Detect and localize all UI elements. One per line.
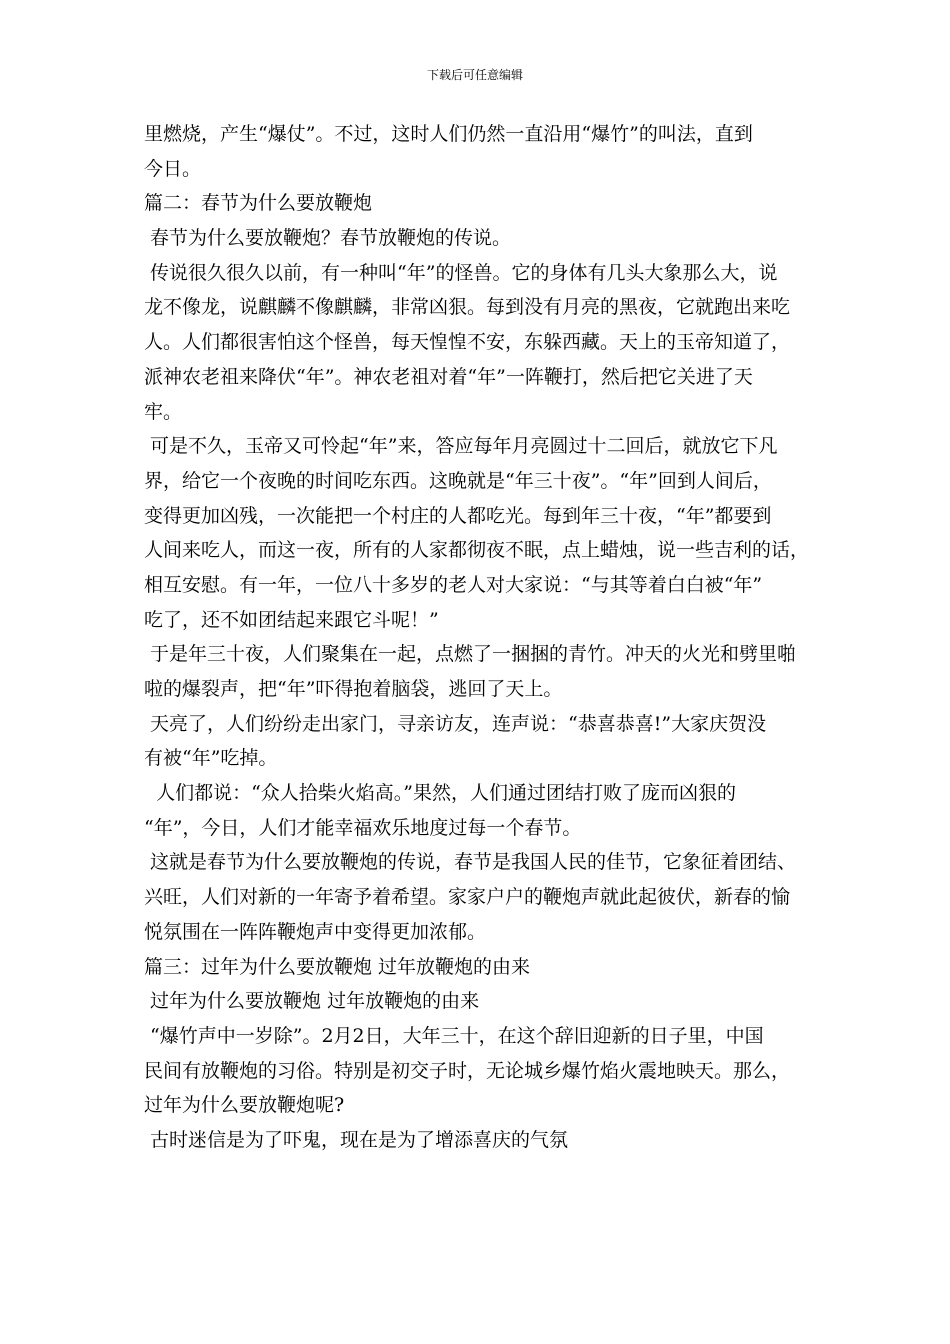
text-line: 天亮了，人们纷纷走出家门，寻亲访友，连声说：“恭喜恭喜!”大家庆贺没 — [144, 712, 767, 735]
text-line: 相互安慰。有一年，一位八十多岁的老人对大家说：“与其等着白白被“年” — [144, 573, 763, 596]
text-line: 人间来吃人，而这一夜，所有的人家都彻夜不眠，点上蜡烛，说一些吉利的话， — [144, 539, 810, 562]
document-body — [144, 117, 816, 1158]
text-line: 今日。 — [144, 157, 202, 180]
text-line: 篇三：过年为什么要放鞭炮 过年放鞭炮的由来 — [144, 955, 531, 978]
text-line: 里燃烧，产生“爆仗”。不过，这时人们仍然一直沿用“爆竹”的叫法，直到 — [144, 123, 753, 145]
text-line: 人。人们都很害怕这个怪兽，每天惶惶不安，东躲西藏。天上的玉帝知道了， — [144, 331, 791, 354]
text-line: 人们都说：“众人拾柴火焰高。”果然，人们通过团结打败了庞而凶狠的 — [144, 782, 737, 805]
text-line: 龙不像龙，说麒麟不像麒麟，非常凶狠。每到没有月亮的黑夜，它就跑出来吃 — [144, 296, 791, 319]
text-line: 牢。 — [144, 400, 183, 423]
page-header: 下载后可任意编辑 — [426, 68, 523, 82]
text-line: 春节为什么要放鞭炮？春节放鞭炮的传说。 — [144, 227, 512, 250]
text-line: “年”，今日，人们才能幸福欢乐地度过每一个春节。 — [144, 816, 582, 839]
text-line: 兴旺，人们对新的一年寄予着希望。家家户户的鞭炮声就此起彼伏，新春的愉 — [144, 886, 791, 909]
text-line: 可是不久，玉帝又可怜起“年”来，答应每年月亮圆过十二回后，就放它下凡 — [144, 435, 778, 458]
text-line: 传说很久很久以前，有一种叫“年”的怪兽。它的身体有几头大象那么大，说 — [144, 261, 778, 284]
text-line: 古时迷信是为了吓鬼，现在是为了增添喜庆的气氛 — [144, 1128, 569, 1151]
text-line: 于是年三十夜，人们聚集在一起，点燃了一捆捆的青竹。冲天的火光和劈里啪 — [144, 643, 797, 666]
text-line: 啦的爆裂声，把“年”吓得抱着脑袋，逃回了天上。 — [144, 678, 563, 700]
text-line: 过年为什么要放鞭炮 过年放鞭炮的由来 — [144, 990, 480, 1013]
text-line: 篇二：春节为什么要放鞭炮 — [144, 192, 373, 215]
text-line: 民间有放鞭炮的习俗。特别是初交子时，无论城乡爆竹焰火震地映天。那么， — [144, 1059, 791, 1082]
text-line: 界，给它一个夜晚的时间吃东西。这晚就是“年三十夜”。“年”回到人间后， — [144, 469, 772, 492]
text-line: 派神农老祖来降伏“年”。神农老祖对着“年”一阵鞭打，然后把它关进了天 — [144, 365, 753, 388]
text-line: 变得更加凶残，一次能把一个村庄的人都吃光。每到年三十夜，“年”都要到 — [144, 504, 772, 527]
text-line: “爆竹声中一岁除”。2月2日，大年三十，在这个辞旧迎新的日子里，中国 — [144, 1024, 764, 1047]
text-line: 悦氛围在一阵阵鞭炮声中变得更加浓郁。 — [144, 920, 487, 943]
text-line: 有被“年”吃掉。 — [144, 747, 278, 770]
text-line: 这就是春节为什么要放鞭炮的传说，春节是我国人民的佳节，它象征着团结、 — [144, 851, 797, 874]
text-line: 过年为什么要放鞭炮呢? — [144, 1094, 345, 1117]
text-line: 吃了，还不如团结起来跟它斗呢！” — [144, 608, 439, 631]
